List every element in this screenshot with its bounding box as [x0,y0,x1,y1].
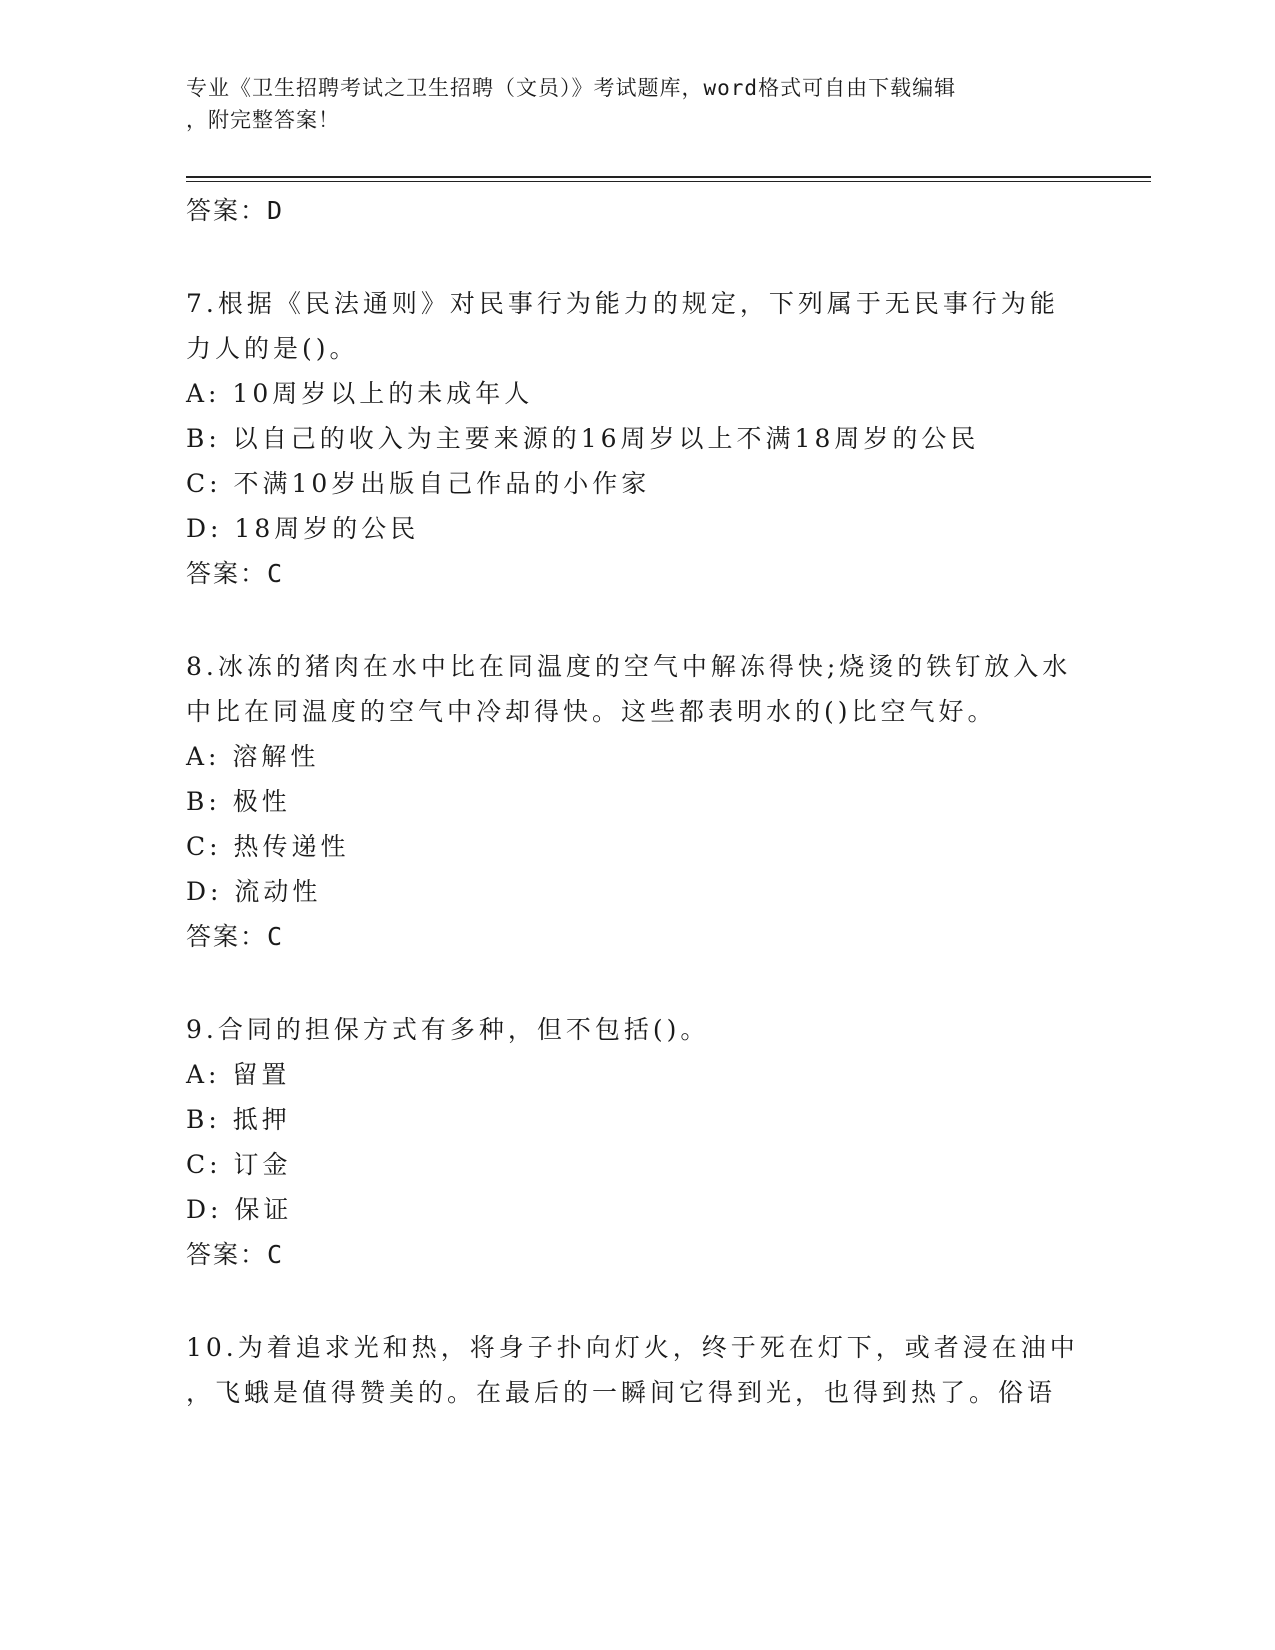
question-10 [186,1325,1086,1415]
question-stem: 10.为着追求光和热，将身子扑向灯火，终于死在灯下，或者浸在油中 [186,1333,1079,1362]
document-header [186,72,1066,136]
question-stem: 9.合同的担保方式有多种，但不包括()。 [186,1015,710,1044]
option-d: D: 18周岁的公民 [186,514,420,543]
question-stem: ，飞蛾是值得赞美的。在最后的一瞬间它得到光，也得到热了。俗语 [186,1378,1057,1407]
answer-line: 答案：D [186,196,285,225]
option-a: A: 留置 [186,1060,291,1089]
question-stem: 力人的是()。 [186,334,359,363]
question-stem: 中比在同温度的空气中冷却得快。这些都表明水的()比空气好。 [186,697,997,726]
option-a: A: 溶解性 [186,742,320,771]
option-b: B: 以自己的收入为主要来源的16周岁以上不满18周岁的公民 [186,424,980,453]
question-9 [186,1007,1086,1277]
header-divider-thin [186,181,1151,182]
option-c: C: 订金 [186,1150,292,1179]
option-c: C: 热传递性 [186,832,350,861]
header-line-2: ，附完整答案！ [186,108,340,132]
header-line-1: 专业《卫生招聘考试之卫生招聘（文员）》考试题库，word格式可自由下载编辑 [186,76,957,100]
option-a: A: 10周岁以上的未成年人 [186,379,534,408]
option-c: C: 不满10岁出版自己作品的小作家 [186,469,651,498]
answer-line: 答案：C [186,1240,285,1269]
option-d: D: 流动性 [186,877,322,906]
option-b: B: 极性 [186,787,291,816]
header-divider [186,176,1151,178]
document-body [186,188,1086,1415]
answer-line: 答案：C [186,922,285,951]
question-stem: 7.根据《民法通则》对民事行为能力的规定，下列属于无民事行为能 [186,289,1059,318]
option-b: B: 抵押 [186,1105,291,1134]
question-stem: 8.冰冻的猪肉在水中比在同温度的空气中解冻得快;烧烫的铁钉放入水 [186,652,1072,681]
option-d: D: 保证 [186,1195,293,1224]
question-7 [186,281,1086,596]
question-8 [186,644,1086,959]
answer-line: 答案：C [186,559,285,588]
